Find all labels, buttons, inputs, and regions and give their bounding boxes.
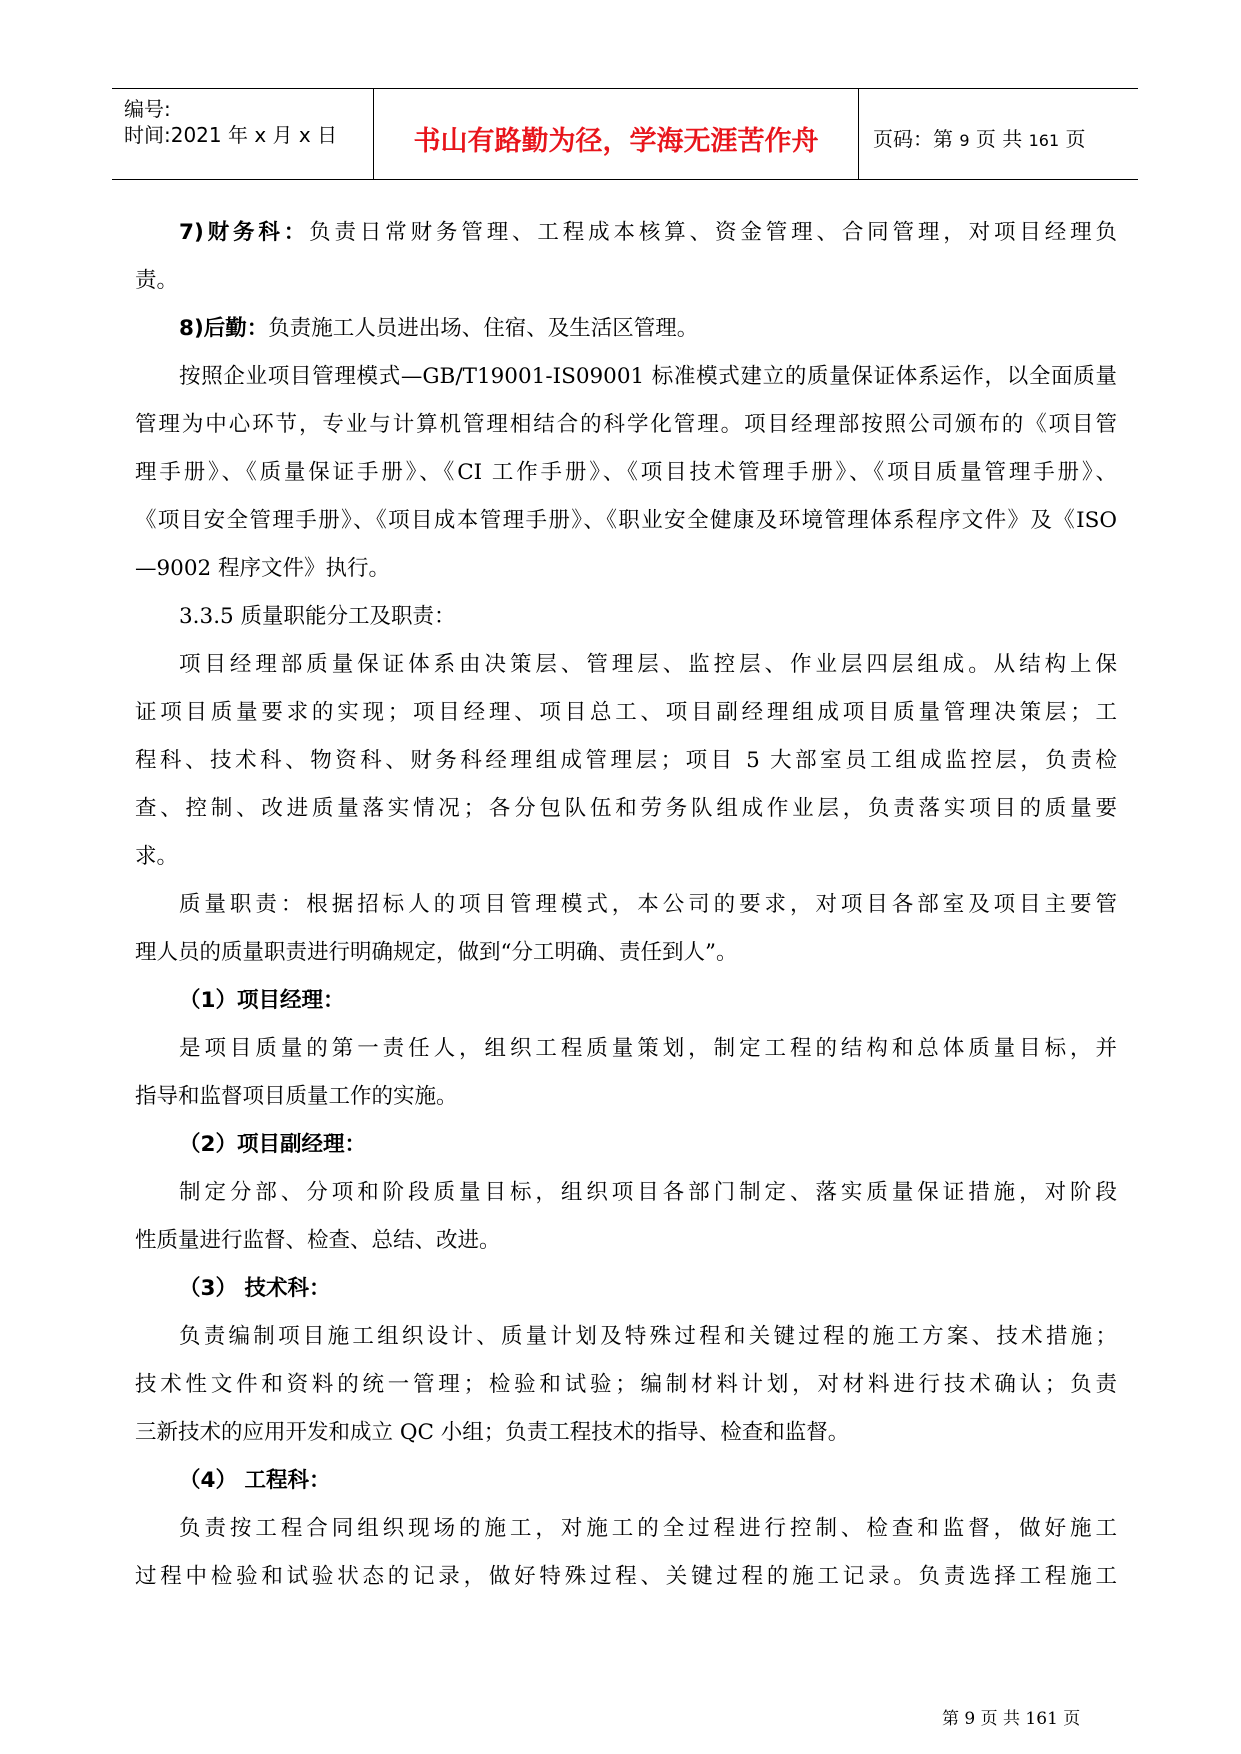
line-text: 负责施工人员进出场、住宿、及生活区管理。 — [268, 316, 699, 341]
subsection-heading: （2）项目副经理： — [179, 1132, 366, 1157]
paragraph-line: 程科、技术科、物资科、财务科经理组成管理层；项目 5 大部室员工组成监控层，负责检 — [135, 748, 1117, 773]
paragraph-line — [135, 314, 1117, 362]
page-header — [112, 88, 1138, 180]
page-current: 9 — [959, 131, 970, 150]
paragraph-line: 制定分部、分项和阶段质量目标，组织项目各部门制定、落实质量保证措施，对阶段 — [179, 1180, 1117, 1205]
paragraph-line: 三新技术的应用开发和成立 QC 小组；负责工程技术的指导、检查和监督。 — [135, 1420, 850, 1445]
section-label: 7)财务科： — [179, 220, 310, 245]
page-suffix: 页 — [1065, 127, 1086, 151]
section-label: 8)后勤： — [179, 316, 269, 341]
subsection-heading: （3） 技术科： — [179, 1276, 331, 1301]
paragraph-line: 按照企业项目管理模式—GB/T19001-IS09001 标准模式建立的质量保证体系运作，以全面质量 — [179, 364, 1117, 389]
page-mid: 页 共 — [975, 127, 1023, 151]
paragraph-line: 证项目质量要求的实现；项目经理、项目总工、项目副经理组成项目质量管理决策层；工 — [135, 700, 1117, 725]
section-heading: 3.3.5 质量职能分工及职责： — [179, 604, 456, 629]
header-motto-cell — [374, 89, 859, 179]
header-page-number — [873, 123, 1086, 152]
paragraph-line: 性质量进行监督、检查、总结、改进。 — [135, 1228, 501, 1253]
header-meta-cell — [112, 89, 374, 179]
header-page-cell — [859, 89, 1138, 179]
document-body — [135, 218, 1117, 1610]
paragraph-line: 技术性文件和资料的统一管理；检验和试验；编制材料计划，对材料进行技术确认；负责 — [135, 1372, 1117, 1397]
paragraph-line: 管理为中心环节，专业与计算机管理相结合的科学化管理。项目经理部按照公司颁布的《项目管 — [135, 412, 1117, 437]
subsection-heading: （4） 工程科： — [179, 1468, 331, 1493]
paragraph-line: 求。 — [135, 844, 179, 869]
paragraph-line: 负责按工程合同组织现场的施工，对施工的全过程进行控制、检查和监督，做好施工 — [179, 1516, 1117, 1541]
page-prefix: 页码：第 — [873, 127, 953, 151]
paragraph-line: 《项目安全管理手册》、《项目成本管理手册》、《职业安全健康及环境管理体系程序文件》及《ISO — [135, 508, 1117, 533]
page-footer: 第 9 页 共 161 页 — [942, 1709, 1081, 1729]
paragraph-line — [135, 218, 1117, 266]
paragraph-line: 过程中检验和试验状态的记录，做好特殊过程、关键过程的施工记录。负责选择工程施工 — [135, 1564, 1117, 1589]
paragraph-line: 是项目质量的第一责任人，组织工程质量策划，制定工程的结构和总体质量目标，并 — [179, 1036, 1117, 1061]
paragraph-line: 责。 — [135, 268, 179, 293]
paragraph-line: 指导和监督项目质量工作的实施。 — [135, 1084, 458, 1109]
document-code-label: 编号: — [124, 97, 171, 121]
paragraph-line: —9002 程序文件》执行。 — [135, 556, 391, 581]
paragraph-line: 理手册》、《质量保证手册》、《CI 工作手册》、《项目技术管理手册》、《项目质量管理手册》、 — [135, 460, 1117, 485]
header-motto: 书山有路勤为径，学海无涯苦作舟 — [413, 126, 819, 157]
page-total: 161 — [1028, 131, 1060, 150]
paragraph-line: 质量职责：根据招标人的项目管理模式，本公司的要求，对项目各部室及项目主要管 — [179, 892, 1117, 917]
paragraph-line: 项目经理部质量保证体系由决策层、管理层、监控层、作业层四层组成。从结构上保 — [179, 652, 1117, 677]
paragraph-line: 负责编制项目施工组织设计、质量计划及特殊过程和关键过程的施工方案、技术措施； — [179, 1324, 1117, 1349]
subsection-heading: （1）项目经理： — [179, 988, 345, 1013]
paragraph-line: 理人员的质量职责进行明确规定，做到“分工明确、责任到人”。 — [135, 940, 738, 965]
document-date-label: 时间:2021 年 x 月 x 日 — [124, 123, 338, 147]
paragraph-line: 查、控制、改进质量落实情况；各分包队伍和劳务队组成作业层，负责落实项目的质量要 — [135, 796, 1117, 821]
line-text: 负责日常财务管理、工程成本核算、资金管理、合同管理，对项目经理负 — [309, 220, 1117, 245]
